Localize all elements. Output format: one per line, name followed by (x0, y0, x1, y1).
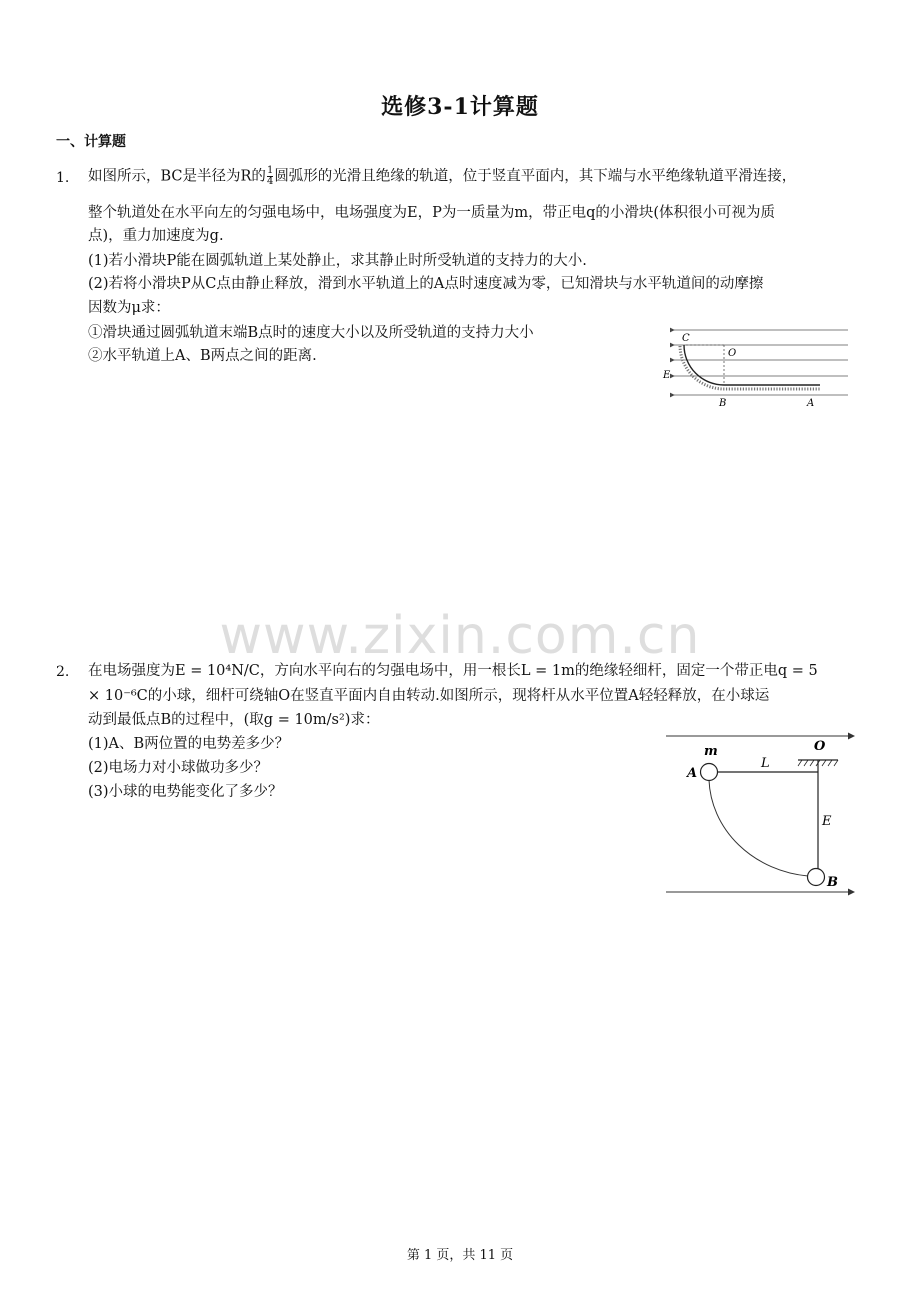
label-A: A (687, 766, 698, 781)
label-A: A (807, 398, 815, 408)
label-E: E (663, 370, 671, 381)
q1-line-1-text-b: 圆弧形的光滑且绝缘的轨道，位于竖直平面内，其下端与水平绝缘轨道平滑连接， (274, 168, 797, 185)
label-C: C (682, 333, 690, 344)
question-1-number: 1. (56, 170, 70, 186)
q1-line-6: 因数为μ求： (88, 300, 170, 316)
label-O: O (728, 348, 737, 359)
q2-line-6: (3)小球的电势能变化了多少？ (88, 784, 283, 800)
page-title: 选修3-1计算题 (381, 94, 539, 120)
label-L: L (761, 756, 770, 771)
track-hatching (680, 346, 820, 389)
label-B: B (719, 398, 727, 408)
label-E: E (822, 814, 832, 829)
label-B: B (827, 875, 838, 890)
q1-line-3: 点)，重力加速度为g. (88, 228, 224, 244)
arc-track (684, 345, 820, 385)
fraction-numerator: 1 (266, 165, 274, 176)
section-heading: 一、计算题 (56, 134, 126, 150)
question-2-number: 2. (56, 664, 70, 680)
q2-line-3: 动到最低点B的过程中，(取g = 10m/s²)求： (88, 712, 380, 728)
q2-rod-diagram (660, 728, 860, 898)
ball-at-A (701, 764, 718, 781)
label-O: O (814, 739, 826, 754)
swing-path (709, 780, 808, 876)
watermark: www.zixin.com.cn (219, 606, 701, 666)
q2-line-5: (2)电场力对小球做功多少？ (88, 760, 269, 776)
q2-line-1: 在电场强度为E = 10⁴N/C，方向水平向右的匀强电场中，用一根长L = 1m的绝缘轻细杆，固定一个带正电q = 5 (88, 663, 818, 679)
ball-at-B (808, 869, 825, 886)
page-footer: 第 1 页，共 11 页 (406, 1248, 514, 1263)
fraction-denominator: 4 (266, 176, 274, 187)
q1-line-2: 整个轨道处在水平向左的匀强电场中，电场强度为E，P为一质量为m，带正电q的小滑块(体积很小可视为质 (88, 205, 776, 221)
q2-line-4: (1)A、B两位置的电势差多少？ (88, 736, 290, 752)
q1-track-diagram (660, 322, 860, 408)
q1-line-1 (88, 166, 796, 187)
quarter-fraction (267, 166, 273, 187)
q2-line-2: × 10⁻⁶C的小球，细杆可绕轴O在竖直平面内自由转动.如图所示，现将杆从水平位置A轻轻释放，在小球运 (88, 688, 770, 704)
q1-line-7: ①滑块通过圆弧轨道末端B点时的速度大小以及所受轨道的支持力大小 (88, 325, 534, 341)
q1-line-8: ②水平轨道上A、B两点之间的距离. (88, 348, 317, 364)
q1-line-5: (2)若将小滑块P从C点由静止释放，滑到水平轨道上的A点时速度减为零，已知滑块与水平轨道间的动摩擦 (88, 276, 764, 292)
q1-line-1-text-a: 如图所示，BC是半径为R的 (88, 168, 266, 185)
label-m: m (704, 744, 718, 759)
q1-line-4: (1)若小滑块P能在圆弧轨道上某处静止，求其静止时所受轨道的支持力的大小. (88, 253, 587, 269)
